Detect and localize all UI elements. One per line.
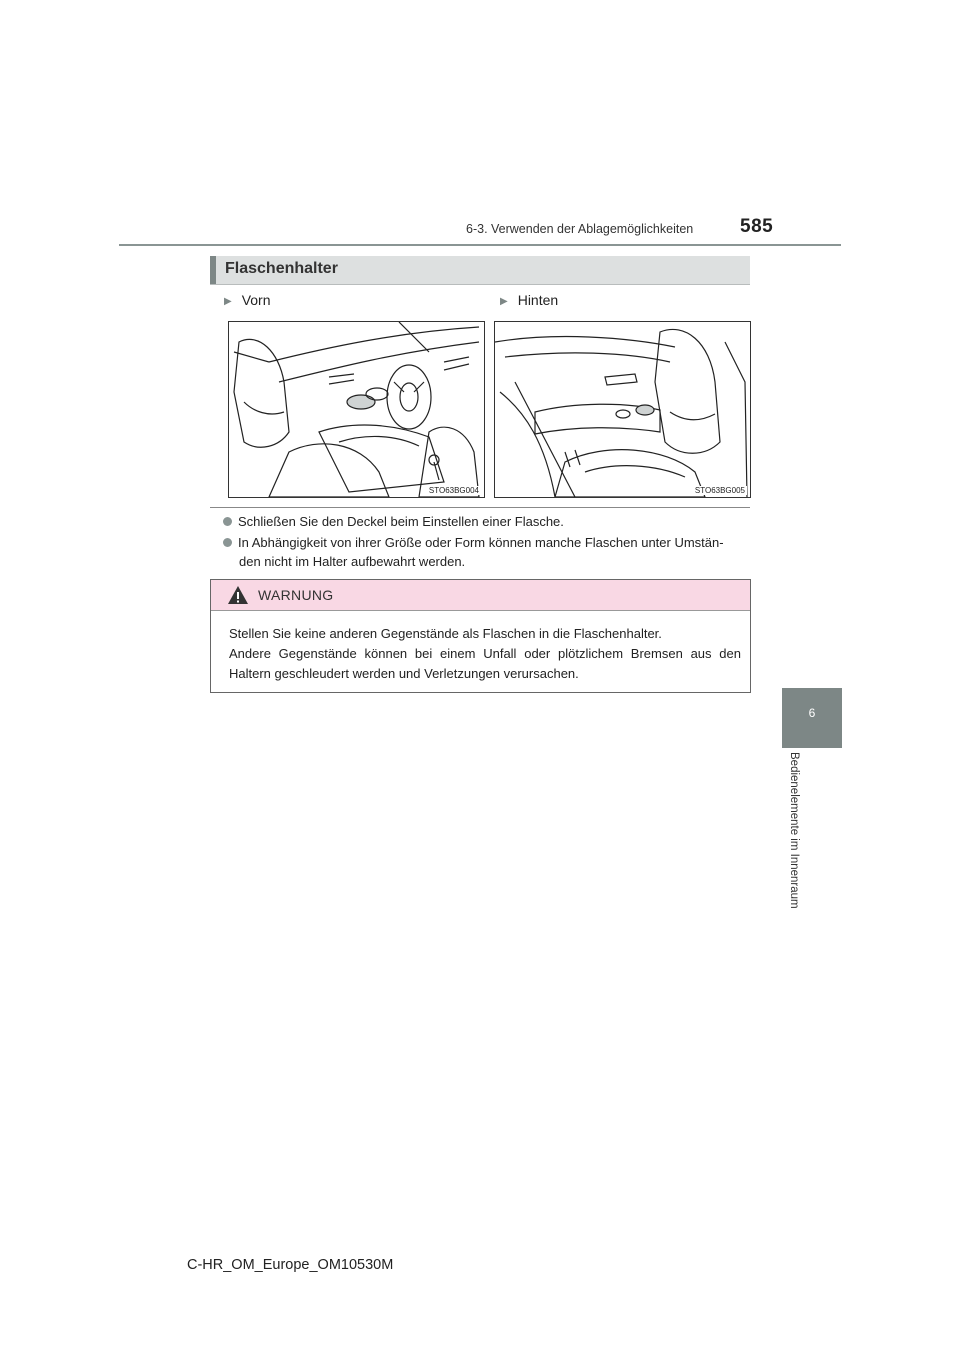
header-divider [119, 244, 841, 246]
triangle-bullet-icon: ▶ [500, 296, 508, 307]
section-heading-bar [210, 256, 750, 285]
figure-label-rear-text: Hinten [517, 292, 559, 308]
figure-code-front: STO63BG004 [428, 486, 479, 495]
triangle-bullet-icon: ▶ [224, 296, 232, 307]
chapter-title-vertical [786, 752, 806, 942]
figure-label-rear [500, 292, 558, 308]
warning-line-1: Stellen Sie keine anderen Gegenstände als Flaschen in die Flaschenhalter. [229, 626, 662, 641]
illustration-front-bottle-holder [228, 321, 485, 498]
front-interior-drawing [229, 322, 484, 497]
figure-label-front [224, 292, 271, 308]
warning-body [229, 624, 741, 684]
footer-doc-id: C-HR_OM_Europe_OM10530M [187, 1257, 394, 1273]
warning-line-2: Andere Gegenstände können bei einem Unfall oder plötzlichem Bremsen aus den Haltern geschleudert werden und Verletzungen verursachen. [229, 646, 741, 681]
chapter-number: 6 [808, 706, 816, 720]
header-section-title: 6-3. Verwenden der Ablagemöglichkeiten [466, 222, 694, 236]
section-title: Flaschenhalter [225, 260, 338, 277]
chapter-tab [782, 688, 842, 748]
figure-separator [210, 507, 750, 508]
chapter-title: Bedienelemente im Innenraum [788, 752, 800, 909]
bullet-item-1 [223, 512, 743, 531]
warning-box [210, 579, 751, 693]
bullet-text-1: Schließen Sie den Deckel beim Einstellen einer Flasche. [238, 514, 564, 529]
warning-header [211, 580, 750, 611]
page-number: 585 [740, 216, 774, 237]
section-heading-accent [210, 256, 216, 284]
bullet-dot-icon [223, 538, 232, 547]
bullet-dot-icon [223, 517, 232, 526]
warning-triangle-icon [227, 585, 249, 605]
illustration-rear-bottle-holder [494, 321, 751, 498]
warning-title: WARNUNG [258, 587, 334, 603]
rear-interior-drawing [495, 322, 750, 497]
bullet-item-2 [223, 533, 743, 571]
bullet-text-2-line1: In Abhängigkeit von ihrer Größe oder Form können manche Flaschen unter Umstän- [238, 535, 724, 550]
figure-label-front-text: Vorn [241, 292, 271, 308]
figure-code-rear: STO63BG005 [694, 486, 745, 495]
bullet-text-2-line2: den nicht im Halter aufbewahrt werden. [239, 554, 466, 569]
